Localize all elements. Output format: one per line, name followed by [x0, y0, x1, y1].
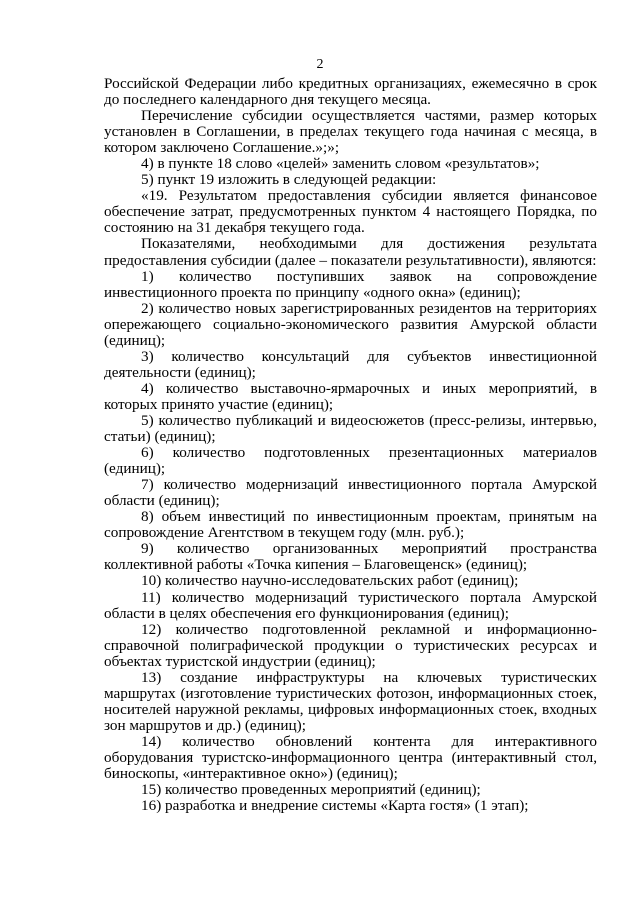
list-item: 15) количество проведенных мероприятий (единиц);: [141, 781, 481, 799]
list-item: 1) количество поступивших заявок на сопровождение инвестиционного проекта по принципу «одного окна» (единиц);: [104, 267, 597, 301]
list-item: 7) количество модернизаций инвестиционного портала Амурской области (единиц);: [104, 476, 597, 510]
list-item: 3) количество консультаций для субъектов инвестиционной деятельности (единиц);: [104, 347, 597, 381]
list-item: 16) разработка и внедрение системы «Карта гостя» (1 этап);: [141, 797, 529, 815]
list-item: 9) количество организованных мероприятий пространства коллективной работы «Точка кипения – Благовещенск» (единиц);: [104, 540, 597, 574]
list-item: 12) количество подготовленной рекламной и информационно-справочной полиграфической продукции о туристических ресурсах и объектах туристской индустрии (единиц);: [104, 620, 597, 670]
list-item: 2) количество новых зарегистрированных резидентов на территориях опережающего социально-экономического развития Амурской области (единиц);: [104, 299, 597, 349]
list-item: 8) объем инвестиций по инвестиционным проектам, принятым на сопровождение Агентством в текущем году (млн. руб.);: [104, 508, 597, 542]
document-body: [104, 76, 597, 814]
paragraph-continuation: Российской Федерации либо кредитных организациях, ежемесячно в срок до последнего календарного дня текущего месяца.: [104, 75, 597, 109]
paragraph-indicators-intro: Показателями, необходимыми для достижения результата предоставления субсидии (далее – показатели результативности), являются:: [104, 235, 597, 269]
page-number: 2: [316, 57, 324, 72]
list-item: 14) количество обновлений контента для интерактивного оборудования туристско-информационного центра (интерактивный стол, бинoскопы, «интерактивное окно») (единиц);: [104, 732, 597, 783]
paragraph-amendment-5: 5) пункт 19 изложить в следующей редакции:: [141, 171, 437, 189]
list-item: 6) количество подготовленных презентационных материалов (единиц);: [104, 444, 597, 478]
paragraph-amendment-4: 4) в пункте 18 слово «целей» заменить словом «результатов»;: [141, 155, 540, 173]
list-item: 5) количество публикаций и видеосюжетов (пресс-релизы, интервью, статьи) (единиц);: [104, 411, 597, 446]
list-item: 13) создание инфраструктуры на ключевых туристических маршрутах (изготовление туристических фотозон, информационных стоек, носителей наружной рекламы, цифровых информационных стоек, входных зон маршрутов и др.) (единиц);: [104, 668, 597, 734]
list-item: 10) количество научно-исследовательских работ (единиц);: [141, 572, 519, 590]
paragraph-subsidy-transfer: Перечисление субсидии осуществляется частями, размер которых установлен в Соглашении, в пределах текущего года начиная с месяца, в котором заключено Соглашение.»;»;: [104, 107, 597, 157]
paragraph-clause-19: «19. Результатом предоставления субсидии является финансовое обеспечение затрат, предусмотренных пунктом 4 настоящего Порядка, по состоянию на 31 декабря текущего года.: [104, 187, 597, 237]
list-item: 4) количество выставочно-ярмарочных и иных мероприятий, в которых принято участие (единиц);: [104, 379, 597, 413]
list-item: 11) количество модернизаций туристического портала Амурской области в целях обеспечения его функционирования (единиц);: [104, 588, 597, 622]
